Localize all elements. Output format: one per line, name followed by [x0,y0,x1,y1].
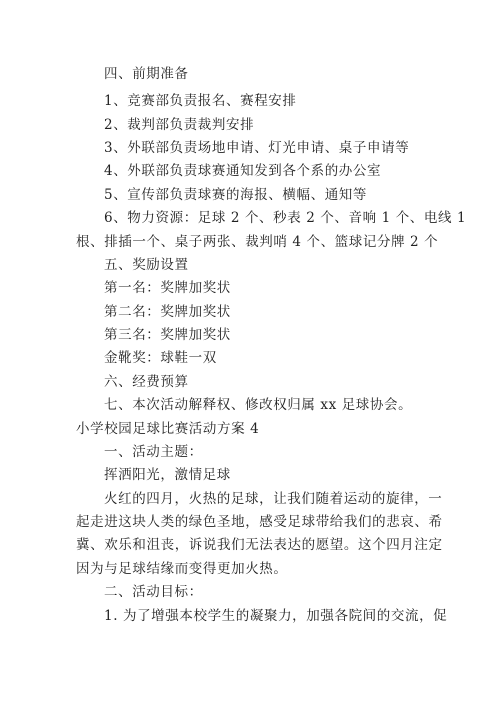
list-item: 5、宣传部负责球赛的海报、横幅、通知等 [104,187,367,203]
section-heading-awards: 五、奖励设置 [104,257,189,273]
section-heading-theme: 一、活动主题： [104,444,203,460]
award-item: 第二名：奖牌加奖状 [104,304,231,320]
paragraph-line: 冀、欢乐和沮丧，诉说我们无法表达的愿望。这个四月注定 [76,537,443,553]
list-item-continuation: 根、排插一个、桌子两张、裁判哨 4 个、篮球记分牌 2 个 [76,234,439,250]
list-item: 4、外联部负责球赛通知发到各个系的办公室 [104,163,382,179]
list-item: 3、外联部负责场地申请、灯光申请、桌子申请等 [104,140,410,156]
paragraph-line: 起走进这块人类的绿色圣地，感受足球带给我们的悲哀、希 [76,514,443,530]
list-item: 1、竞赛部负责报名、赛程安排 [104,93,297,109]
paragraph-line: 因为与足球结缘而变得更加火热。 [76,561,288,577]
award-item: 第一名：奖牌加奖状 [104,280,231,296]
paragraph-line: 火红的四月，火热的足球，让我们随着运动的旋律，一 [104,491,443,507]
document-title: 小学校园足球比赛活动方案 4 [76,421,260,437]
section-heading-goals: 二、活动目标： [104,584,203,600]
section-heading-rights: 七、本次活动解释权、修改权归属 xx 足球协会。 [104,397,413,413]
paragraph-line: 1. 为了增强本校学生的凝聚力，加强各院间的交流，促 [104,608,448,624]
section-heading-budget: 六、经费预算 [104,374,189,390]
theme-text: 挥洒阳光，激情足球 [104,467,231,483]
section-heading-preparation: 四、前期准备 [104,66,189,82]
list-item: 6、物力资源：足球 2 个、秒表 2 个、音响 1 个、电线 1 [104,210,467,226]
list-item: 2、裁判部负责裁判安排 [104,117,255,133]
award-item: 第三名：奖牌加奖状 [104,327,231,343]
award-item: 金靴奖：球鞋一双 [104,350,217,366]
